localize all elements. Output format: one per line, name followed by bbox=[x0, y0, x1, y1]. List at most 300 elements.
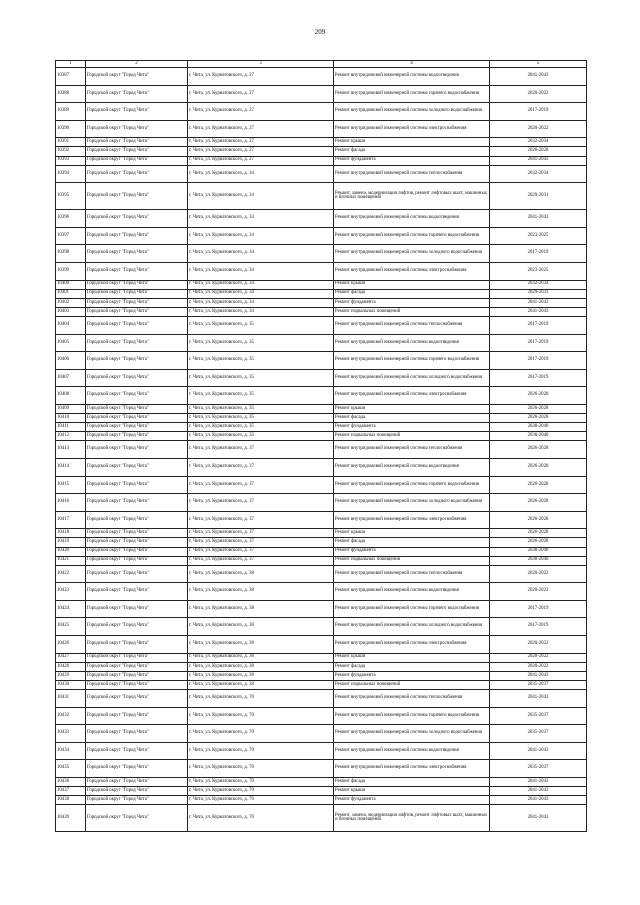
row-number-cell: 10387 bbox=[56, 68, 86, 86]
municipality-cell: Городской округ "Город Чита" bbox=[86, 423, 188, 432]
row-number-cell: 10414 bbox=[56, 458, 86, 476]
row-number-cell: 10389 bbox=[56, 103, 86, 121]
municipality-cell: Городской округ "Город Чита" bbox=[86, 662, 188, 671]
address-cell: г. Чита, ул. Курнатовского, д. 34 bbox=[188, 307, 334, 316]
table-row bbox=[56, 662, 587, 671]
address-cell: г. Чита, ул. Курнатовского, д. 70 bbox=[188, 725, 334, 743]
period-cell: 2026-2028 bbox=[490, 404, 587, 413]
address-cell: г. Чита, ул. Курнатовского, д. 27 bbox=[188, 85, 334, 103]
row-number-cell: 10432 bbox=[56, 707, 86, 725]
address-cell: г. Чита, ул. Курнатовского, д. 34 bbox=[188, 227, 334, 245]
municipality-cell: Городской округ "Город Чита" bbox=[86, 547, 188, 556]
work-type-cell: Ремонт внутридомовой инженерной системы водоотведения bbox=[334, 583, 490, 601]
work-type-cell: Ремонт фасада bbox=[334, 289, 490, 298]
table-row bbox=[56, 556, 587, 565]
period-cell: 2020-2022 bbox=[490, 120, 587, 138]
address-cell: г. Чита, ул. Курнатовского, д. 38 bbox=[188, 671, 334, 680]
period-cell: 2017-2019 bbox=[490, 618, 587, 636]
period-cell: 2017-2019 bbox=[490, 352, 587, 370]
period-cell: 2041-2043 bbox=[490, 805, 587, 832]
period-cell: 2017-2019 bbox=[490, 600, 587, 618]
municipality-cell: Городской округ "Город Чита" bbox=[86, 600, 188, 618]
row-number-cell: 10417 bbox=[56, 511, 86, 529]
table-row bbox=[56, 600, 587, 618]
table-row bbox=[56, 68, 587, 86]
address-cell: г. Чита, ул. Курнатовского, д. 34 bbox=[188, 183, 334, 210]
municipality-cell: Городской округ "Город Чита" bbox=[86, 565, 188, 583]
table-row bbox=[56, 653, 587, 662]
period-cell: 2041-2043 bbox=[490, 787, 587, 796]
municipality-cell: Городской округ "Город Чита" bbox=[86, 183, 188, 210]
address-cell: г. Чита, ул. Курнатовского, д. 38 bbox=[188, 565, 334, 583]
address-cell: г. Чита, ул. Курнатовского, д. 27 bbox=[188, 103, 334, 121]
period-cell: 2026-2028 bbox=[490, 538, 587, 547]
work-type-cell: Ремонт подвальных помещений bbox=[334, 307, 490, 316]
row-number-cell: 10397 bbox=[56, 227, 86, 245]
period-cell: 2017-2019 bbox=[490, 317, 587, 335]
row-number-cell: 10435 bbox=[56, 760, 86, 778]
column-header: 2 bbox=[86, 61, 188, 68]
address-cell: г. Чита, ул. Курнатовского, д. 37 bbox=[188, 538, 334, 547]
table-row bbox=[56, 414, 587, 423]
period-cell: 2026-2028 bbox=[490, 387, 587, 405]
address-cell: г. Чита, ул. Курнатовского, д. 27 bbox=[188, 138, 334, 147]
work-type-cell: Ремонт, замена, модернизация лифтов, ремонт лифтовых шахт, машинных и блочных помещений bbox=[334, 183, 490, 210]
row-number-cell: 10421 bbox=[56, 556, 86, 565]
work-type-cell: Ремонт фасада bbox=[334, 662, 490, 671]
table-row bbox=[56, 680, 587, 689]
column-header: 4 bbox=[334, 61, 490, 68]
row-number-cell: 10418 bbox=[56, 529, 86, 538]
municipality-cell: Городской округ "Город Чита" bbox=[86, 432, 188, 441]
work-type-cell: Ремонт внутридомовой инженерной системы теплоснабжения bbox=[334, 317, 490, 335]
table-row bbox=[56, 476, 587, 494]
address-cell: г. Чита, ул. Курнатовского, д. 34 bbox=[188, 210, 334, 228]
table-row bbox=[56, 742, 587, 760]
municipality-cell: Городской округ "Город Чита" bbox=[86, 317, 188, 335]
table-row bbox=[56, 227, 587, 245]
municipality-cell: Городской округ "Город Чита" bbox=[86, 538, 188, 547]
period-cell: 2035-2037 bbox=[490, 707, 587, 725]
table-row bbox=[56, 618, 587, 636]
period-cell: 2017-2019 bbox=[490, 334, 587, 352]
municipality-cell: Городской округ "Город Чита" bbox=[86, 476, 188, 494]
work-type-cell: Ремонт внутридомовой инженерной системы горячего водоснабжения bbox=[334, 476, 490, 494]
table-row bbox=[56, 511, 587, 529]
period-cell: 2041-2043 bbox=[490, 742, 587, 760]
table-row bbox=[56, 441, 587, 459]
table-row bbox=[56, 583, 587, 601]
address-cell: г. Чита, ул. Курнатовского, д. 35 bbox=[188, 404, 334, 413]
table-row bbox=[56, 760, 587, 778]
address-cell: г. Чита, ул. Курнатовского, д. 70 bbox=[188, 707, 334, 725]
row-number-cell: 10393 bbox=[56, 156, 86, 165]
work-type-cell: Ремонт внутридомовой инженерной системы горячего водоснабжения bbox=[334, 352, 490, 370]
work-type-cell: Ремонт, замена, модернизация лифтов, ремонт лифтовых шахт, машинных и блочных помещений bbox=[334, 805, 490, 832]
table-row bbox=[56, 725, 587, 743]
row-number-cell: 10399 bbox=[56, 263, 86, 281]
address-cell: г. Чита, ул. Курнатовского, д. 70 bbox=[188, 787, 334, 796]
row-number-cell: 10437 bbox=[56, 787, 86, 796]
municipality-cell: Городской округ "Город Чита" bbox=[86, 725, 188, 743]
municipality-cell: Городской округ "Город Чита" bbox=[86, 369, 188, 387]
period-cell: 2038-2040 bbox=[490, 423, 587, 432]
period-cell: 2029-2031 bbox=[490, 289, 587, 298]
row-number-cell: 10420 bbox=[56, 547, 86, 556]
municipality-cell: Городской округ "Город Чита" bbox=[86, 307, 188, 316]
municipality-cell: Городской округ "Город Чита" bbox=[86, 138, 188, 147]
work-type-cell: Ремонт фундамента bbox=[334, 796, 490, 805]
row-number-cell: 10419 bbox=[56, 538, 86, 547]
period-cell: 2020-2022 bbox=[490, 565, 587, 583]
address-cell: г. Чита, ул. Курнатовского, д. 35 bbox=[188, 387, 334, 405]
table-row bbox=[56, 85, 587, 103]
work-type-cell: Ремонт внутридомовой инженерной системы водоотведения bbox=[334, 458, 490, 476]
period-cell: 2026-2028 bbox=[490, 147, 587, 156]
address-cell: г. Чита, ул. Курнатовского, д. 35 bbox=[188, 369, 334, 387]
table-row bbox=[56, 245, 587, 263]
address-cell: г. Чита, ул. Курнатовского, д. 37 bbox=[188, 511, 334, 529]
municipality-cell: Городской округ "Город Чита" bbox=[86, 671, 188, 680]
municipality-cell: Городской округ "Город Чита" bbox=[86, 404, 188, 413]
work-type-cell: Ремонт внутридомовой инженерной системы холодного водоснабжения bbox=[334, 369, 490, 387]
row-number-cell: 10408 bbox=[56, 387, 86, 405]
work-type-cell: Ремонт крыши bbox=[334, 138, 490, 147]
table-row bbox=[56, 671, 587, 680]
row-number-cell: 10423 bbox=[56, 583, 86, 601]
row-number-cell: 10426 bbox=[56, 636, 86, 654]
table-row bbox=[56, 103, 587, 121]
period-cell: 2020-2022 bbox=[490, 583, 587, 601]
municipality-cell: Городской округ "Город Чита" bbox=[86, 156, 188, 165]
address-cell: г. Чита, ул. Курнатовского, д. 37 bbox=[188, 556, 334, 565]
row-number-cell: 10439 bbox=[56, 805, 86, 832]
period-cell: 2032-2034 bbox=[490, 165, 587, 183]
column-number-row bbox=[56, 61, 587, 68]
period-cell: 2017-2019 bbox=[490, 103, 587, 121]
table-row bbox=[56, 156, 587, 165]
period-cell: 2020-2022 bbox=[490, 636, 587, 654]
row-number-cell: 10415 bbox=[56, 476, 86, 494]
period-cell: 2026-2028 bbox=[490, 476, 587, 494]
table-row bbox=[56, 317, 587, 335]
row-number-cell: 10406 bbox=[56, 352, 86, 370]
period-cell: 2041-2043 bbox=[490, 298, 587, 307]
period-cell: 2026-2028 bbox=[490, 441, 587, 459]
municipality-cell: Городской округ "Город Чита" bbox=[86, 414, 188, 423]
work-type-cell: Ремонт внутридомовой инженерной системы холодного водоснабжения bbox=[334, 245, 490, 263]
work-type-cell: Ремонт крыши bbox=[334, 280, 490, 289]
work-type-cell: Ремонт внутридомовой инженерной системы теплоснабжения bbox=[334, 441, 490, 459]
municipality-cell: Городской округ "Город Чита" bbox=[86, 280, 188, 289]
table-row bbox=[56, 165, 587, 183]
work-type-cell: Ремонт внутридомовой инженерной системы водоотведения bbox=[334, 68, 490, 86]
work-type-cell: Ремонт фундамента bbox=[334, 298, 490, 307]
period-cell: 2035-2037 bbox=[490, 725, 587, 743]
address-cell: г. Чита, ул. Курнатовского, д. 35 bbox=[188, 334, 334, 352]
period-cell: 2017-2019 bbox=[490, 245, 587, 263]
work-type-cell: Ремонт внутридомовой инженерной системы водоотведения bbox=[334, 742, 490, 760]
municipality-cell: Городской округ "Город Чита" bbox=[86, 227, 188, 245]
row-number-cell: 10434 bbox=[56, 742, 86, 760]
municipality-cell: Городской округ "Город Чита" bbox=[86, 210, 188, 228]
municipality-cell: Городской округ "Город Чита" bbox=[86, 352, 188, 370]
row-number-cell: 10392 bbox=[56, 147, 86, 156]
row-number-cell: 10433 bbox=[56, 725, 86, 743]
period-cell: 2020-2022 bbox=[490, 85, 587, 103]
municipality-cell: Городской округ "Город Чита" bbox=[86, 680, 188, 689]
address-cell: г. Чита, ул. Курнатовского, д. 38 bbox=[188, 653, 334, 662]
period-cell: 2041-2043 bbox=[490, 690, 587, 708]
period-cell: 2041-2043 bbox=[490, 796, 587, 805]
row-number-cell: 10424 bbox=[56, 600, 86, 618]
row-number-cell: 10427 bbox=[56, 653, 86, 662]
table-row bbox=[56, 547, 587, 556]
row-number-cell: 10402 bbox=[56, 298, 86, 307]
work-type-cell: Ремонт фасада bbox=[334, 147, 490, 156]
work-type-cell: Ремонт фундамента bbox=[334, 671, 490, 680]
address-cell: г. Чита, ул. Курнатовского, д. 70 bbox=[188, 796, 334, 805]
table-row bbox=[56, 298, 587, 307]
work-type-cell: Ремонт внутридомовой инженерной системы водоотведения bbox=[334, 210, 490, 228]
work-type-cell: Ремонт внутридомовой инженерной системы холодного водоснабжения bbox=[334, 618, 490, 636]
municipality-cell: Городской округ "Город Чита" bbox=[86, 85, 188, 103]
table-row bbox=[56, 138, 587, 147]
period-cell: 2026-2028 bbox=[490, 511, 587, 529]
municipality-cell: Городской округ "Город Чита" bbox=[86, 494, 188, 512]
municipality-cell: Городской округ "Город Чита" bbox=[86, 529, 188, 538]
table-row bbox=[56, 369, 587, 387]
address-cell: г. Чита, ул. Курнатовского, д. 34 bbox=[188, 298, 334, 307]
row-number-cell: 10388 bbox=[56, 85, 86, 103]
table-row bbox=[56, 183, 587, 210]
table-row bbox=[56, 787, 587, 796]
municipality-cell: Городской округ "Город Чита" bbox=[86, 778, 188, 787]
address-cell: г. Чита, ул. Курнатовского, д. 35 bbox=[188, 414, 334, 423]
row-number-cell: 10416 bbox=[56, 494, 86, 512]
municipality-cell: Городской округ "Город Чита" bbox=[86, 387, 188, 405]
period-cell: 2026-2028 bbox=[490, 494, 587, 512]
work-type-cell: Ремонт внутридомовой инженерной системы холодного водоснабжения bbox=[334, 103, 490, 121]
address-cell: г. Чита, ул. Курнатовского, д. 70 bbox=[188, 778, 334, 787]
row-number-cell: 10436 bbox=[56, 778, 86, 787]
period-cell: 2038-2040 bbox=[490, 547, 587, 556]
table-row bbox=[56, 690, 587, 708]
work-type-cell: Ремонт внутридомовой инженерной системы горячего водоснабжения bbox=[334, 600, 490, 618]
work-type-cell: Ремонт внутридомовой инженерной системы теплоснабжения bbox=[334, 165, 490, 183]
municipality-cell: Городской округ "Город Чита" bbox=[86, 556, 188, 565]
municipality-cell: Городской округ "Город Чита" bbox=[86, 458, 188, 476]
period-cell: 2041-2043 bbox=[490, 156, 587, 165]
address-cell: г. Чита, ул. Курнатовского, д. 38 bbox=[188, 680, 334, 689]
municipality-cell: Городской округ "Город Чита" bbox=[86, 760, 188, 778]
work-type-cell: Ремонт внутридомовой инженерной системы холодного водоснабжения bbox=[334, 494, 490, 512]
address-cell: г. Чита, ул. Курнатовского, д. 38 bbox=[188, 636, 334, 654]
address-cell: г. Чита, ул. Курнатовского, д. 35 bbox=[188, 423, 334, 432]
table-row bbox=[56, 147, 587, 156]
address-cell: г. Чита, ул. Курнатовского, д. 34 bbox=[188, 245, 334, 263]
address-cell: г. Чита, ул. Курнатовского, д. 38 bbox=[188, 662, 334, 671]
period-cell: 2038-2040 bbox=[490, 432, 587, 441]
row-number-cell: 10395 bbox=[56, 183, 86, 210]
table-row bbox=[56, 352, 587, 370]
work-type-cell: Ремонт внутридомовой инженерной системы электроснабжения bbox=[334, 263, 490, 281]
municipality-cell: Городской округ "Город Чита" bbox=[86, 618, 188, 636]
municipality-cell: Городской округ "Город Чита" bbox=[86, 147, 188, 156]
row-number-cell: 10413 bbox=[56, 441, 86, 459]
address-cell: г. Чита, ул. Курнатовского, д. 70 bbox=[188, 760, 334, 778]
table-row bbox=[56, 432, 587, 441]
table-row bbox=[56, 423, 587, 432]
work-type-cell: Ремонт внутридомовой инженерной системы горячего водоснабжения bbox=[334, 707, 490, 725]
row-number-cell: 10431 bbox=[56, 690, 86, 708]
period-cell: 2041-2043 bbox=[490, 210, 587, 228]
municipality-cell: Городской округ "Город Чита" bbox=[86, 120, 188, 138]
work-type-cell: Ремонт крыши bbox=[334, 404, 490, 413]
address-cell: г. Чита, ул. Курнатовского, д. 35 bbox=[188, 352, 334, 370]
address-cell: г. Чита, ул. Курнатовского, д. 27 bbox=[188, 120, 334, 138]
municipality-cell: Городской округ "Город Чита" bbox=[86, 796, 188, 805]
work-type-cell: Ремонт крыши bbox=[334, 529, 490, 538]
address-cell: г. Чита, ул. Курнатовского, д. 37 bbox=[188, 529, 334, 538]
row-number-cell: 10396 bbox=[56, 210, 86, 228]
municipality-cell: Городской округ "Город Чита" bbox=[86, 68, 188, 86]
table-row bbox=[56, 210, 587, 228]
table-row bbox=[56, 280, 587, 289]
period-cell: 2038-2040 bbox=[490, 556, 587, 565]
work-type-cell: Ремонт фундамента bbox=[334, 156, 490, 165]
address-cell: г. Чита, ул. Курнатовского, д. 34 bbox=[188, 263, 334, 281]
work-type-cell: Ремонт подвальных помещений bbox=[334, 680, 490, 689]
address-cell: г. Чита, ул. Курнатовского, д. 37 bbox=[188, 476, 334, 494]
work-type-cell: Ремонт внутридомовой инженерной системы теплоснабжения bbox=[334, 565, 490, 583]
work-type-cell: Ремонт внутридомовой инженерной системы электроснабжения bbox=[334, 120, 490, 138]
period-cell: 2023-2025 bbox=[490, 227, 587, 245]
municipality-cell: Городской округ "Город Чита" bbox=[86, 289, 188, 298]
municipality-cell: Городской округ "Город Чита" bbox=[86, 165, 188, 183]
work-type-cell: Ремонт внутридомовой инженерной системы электроснабжения bbox=[334, 760, 490, 778]
work-type-cell: Ремонт внутридомовой инженерной системы водоотведения bbox=[334, 334, 490, 352]
address-cell: г. Чита, ул. Курнатовского, д. 37 bbox=[188, 494, 334, 512]
address-cell: г. Чита, ул. Курнатовского, д. 35 bbox=[188, 432, 334, 441]
period-cell: 2041-2043 bbox=[490, 68, 587, 86]
municipality-cell: Городской округ "Город Чита" bbox=[86, 441, 188, 459]
row-number-cell: 10409 bbox=[56, 404, 86, 413]
municipality-cell: Городской округ "Город Чита" bbox=[86, 636, 188, 654]
table-row bbox=[56, 796, 587, 805]
period-cell: 2020-2022 bbox=[490, 653, 587, 662]
work-type-cell: Ремонт внутридомовой инженерной системы электроснабжения bbox=[334, 511, 490, 529]
address-cell: г. Чита, ул. Курнатовского, д. 34 bbox=[188, 289, 334, 298]
address-cell: г. Чита, ул. Курнатовского, д. 37 bbox=[188, 458, 334, 476]
municipality-cell: Городской округ "Город Чита" bbox=[86, 245, 188, 263]
table-row bbox=[56, 289, 587, 298]
municipality-cell: Городской округ "Город Чита" bbox=[86, 787, 188, 796]
work-type-cell: Ремонт подвальных помещений bbox=[334, 556, 490, 565]
work-type-cell: Ремонт внутридомовой инженерной системы электроснабжения bbox=[334, 387, 490, 405]
municipality-cell: Городской округ "Город Чита" bbox=[86, 583, 188, 601]
municipality-cell: Городской округ "Город Чита" bbox=[86, 334, 188, 352]
work-type-cell: Ремонт внутридомовой инженерной системы горячего водоснабжения bbox=[334, 227, 490, 245]
row-number-cell: 10425 bbox=[56, 618, 86, 636]
row-number-cell: 10410 bbox=[56, 414, 86, 423]
row-number-cell: 10428 bbox=[56, 662, 86, 671]
period-cell: 2023-2025 bbox=[490, 263, 587, 281]
row-number-cell: 10438 bbox=[56, 796, 86, 805]
period-cell: 2035-2037 bbox=[490, 680, 587, 689]
period-cell: 2026-2028 bbox=[490, 414, 587, 423]
period-cell: 2026-2028 bbox=[490, 458, 587, 476]
column-header: 5 bbox=[490, 61, 587, 68]
municipality-cell: Городской округ "Город Чита" bbox=[86, 805, 188, 832]
row-number-cell: 10394 bbox=[56, 165, 86, 183]
period-cell: 2029-2031 bbox=[490, 183, 587, 210]
period-cell: 2041-2043 bbox=[490, 778, 587, 787]
table-row bbox=[56, 636, 587, 654]
row-number-cell: 10405 bbox=[56, 334, 86, 352]
table-row bbox=[56, 529, 587, 538]
address-cell: г. Чита, ул. Курнатовского, д. 70 bbox=[188, 805, 334, 832]
table-row bbox=[56, 494, 587, 512]
municipality-cell: Городской округ "Город Чита" bbox=[86, 707, 188, 725]
work-type-cell: Ремонт внутридомовой инженерной системы электроснабжения bbox=[334, 636, 490, 654]
period-cell: 2020-2022 bbox=[490, 662, 587, 671]
row-number-cell: 10429 bbox=[56, 671, 86, 680]
table-row bbox=[56, 805, 587, 832]
column-header: 1 bbox=[56, 61, 86, 68]
row-number-cell: 10401 bbox=[56, 289, 86, 298]
address-cell: г. Чита, ул. Курнатовского, д. 34 bbox=[188, 165, 334, 183]
period-cell: 2032-2034 bbox=[490, 280, 587, 289]
row-number-cell: 10411 bbox=[56, 423, 86, 432]
row-number-cell: 10398 bbox=[56, 245, 86, 263]
municipality-cell: Городской округ "Город Чита" bbox=[86, 103, 188, 121]
column-header: 3 bbox=[188, 61, 334, 68]
row-number-cell: 10400 bbox=[56, 280, 86, 289]
address-cell: г. Чита, ул. Курнатовского, д. 35 bbox=[188, 317, 334, 335]
table-row bbox=[56, 565, 587, 583]
row-number-cell: 10390 bbox=[56, 120, 86, 138]
row-number-cell: 10403 bbox=[56, 307, 86, 316]
table-row bbox=[56, 387, 587, 405]
municipality-cell: Городской округ "Город Чита" bbox=[86, 742, 188, 760]
address-cell: г. Чита, ул. Курнатовского, д. 70 bbox=[188, 690, 334, 708]
work-type-cell: Ремонт фасада bbox=[334, 538, 490, 547]
municipality-cell: Городской округ "Город Чита" bbox=[86, 690, 188, 708]
work-type-cell: Ремонт внутридомовой инженерной системы теплоснабжения bbox=[334, 690, 490, 708]
work-type-cell: Ремонт фасада bbox=[334, 778, 490, 787]
work-type-cell: Ремонт фундамента bbox=[334, 547, 490, 556]
work-type-cell: Ремонт внутридомовой инженерной системы горячего водоснабжения bbox=[334, 85, 490, 103]
address-cell: г. Чита, ул. Курнатовского, д. 70 bbox=[188, 742, 334, 760]
table-row bbox=[56, 458, 587, 476]
address-cell: г. Чита, ул. Курнатовского, д. 38 bbox=[188, 600, 334, 618]
address-cell: г. Чита, ул. Курнатовского, д. 27 bbox=[188, 156, 334, 165]
address-cell: г. Чита, ул. Курнатовского, д. 37 bbox=[188, 441, 334, 459]
work-type-cell: Ремонт фундамента bbox=[334, 423, 490, 432]
work-type-cell: Ремонт подвальных помещений bbox=[334, 432, 490, 441]
address-cell: г. Чита, ул. Курнатовского, д. 38 bbox=[188, 618, 334, 636]
table-row bbox=[56, 707, 587, 725]
row-number-cell: 10422 bbox=[56, 565, 86, 583]
row-number-cell: 10391 bbox=[56, 138, 86, 147]
row-number-cell: 10430 bbox=[56, 680, 86, 689]
address-cell: г. Чита, ул. Курнатовского, д. 38 bbox=[188, 583, 334, 601]
work-type-cell: Ремонт крыши bbox=[334, 787, 490, 796]
work-type-cell: Ремонт крыши bbox=[334, 653, 490, 662]
period-cell: 2035-2037 bbox=[490, 760, 587, 778]
row-number-cell: 10407 bbox=[56, 369, 86, 387]
